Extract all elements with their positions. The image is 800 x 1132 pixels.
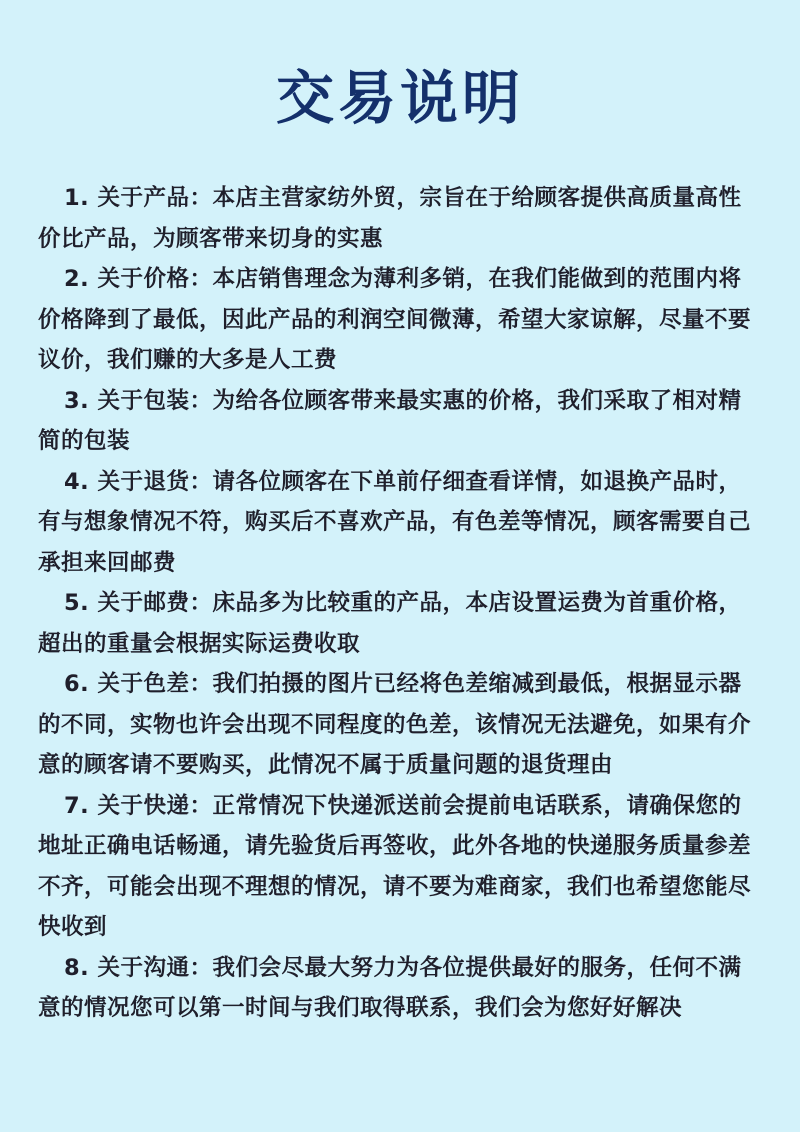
notice-item-delivery: 7. 关于快递：正常情况下快递派送前会提前电话联系，请确保您的地址正确电话畅通，请先验货后再签收，此外各地的快递服务质量参差不齐，可能会出现不理想的情况，请不要为难商家，我们也希望您能尽快收到 [38, 792, 752, 940]
notice-item-product: 1. 关于产品：本店主营家纺外贸，宗旨在于给顾客提供高质量高性价比产品，为顾客带来切身的实惠 [38, 185, 742, 252]
notice-item-price: 2. 关于价格：本店销售理念为薄利多销，在我们能做到的范围内将价格降到了最低，因此产品的利润空间微薄，希望大家谅解，尽量不要议价，我们赚的大多是人工费 [38, 266, 752, 373]
notice-list [38, 178, 762, 1029]
page-title: 交易说明 [275, 64, 524, 132]
notice-item-communication: 8. 关于沟通：我们会尽最大努力为各位提供最好的服务，任何不满意的情况您可以第一时间与我们取得联系，我们会为您好好解决 [38, 954, 742, 1021]
notice-item-shipping-fee: 5. 关于邮费：床品多为比较重的产品，本店设置运费为首重价格，超出的重量会根据实际运费收取 [38, 590, 742, 657]
notice-item-returns: 4. 关于退货：请各位顾客在下单前仔细查看详情，如退换产品时，有与想象情况不符，购买后不喜欢产品，有色差等情况，顾客需要自己承担来回邮费 [38, 468, 752, 576]
notice-item-packaging: 3. 关于包装：为给各位顾客带来最实惠的价格，我们采取了相对精简的包装 [38, 387, 742, 454]
notice-item-color-difference: 6. 关于色差：我们拍摄的图片已经将色差缩减到最低，根据显示器的不同，实物也许会出现不同程度的色差，该情况无法避免，如果有介意的顾客请不要购买，此情况不属于质量问题的退货理由 [38, 671, 752, 778]
